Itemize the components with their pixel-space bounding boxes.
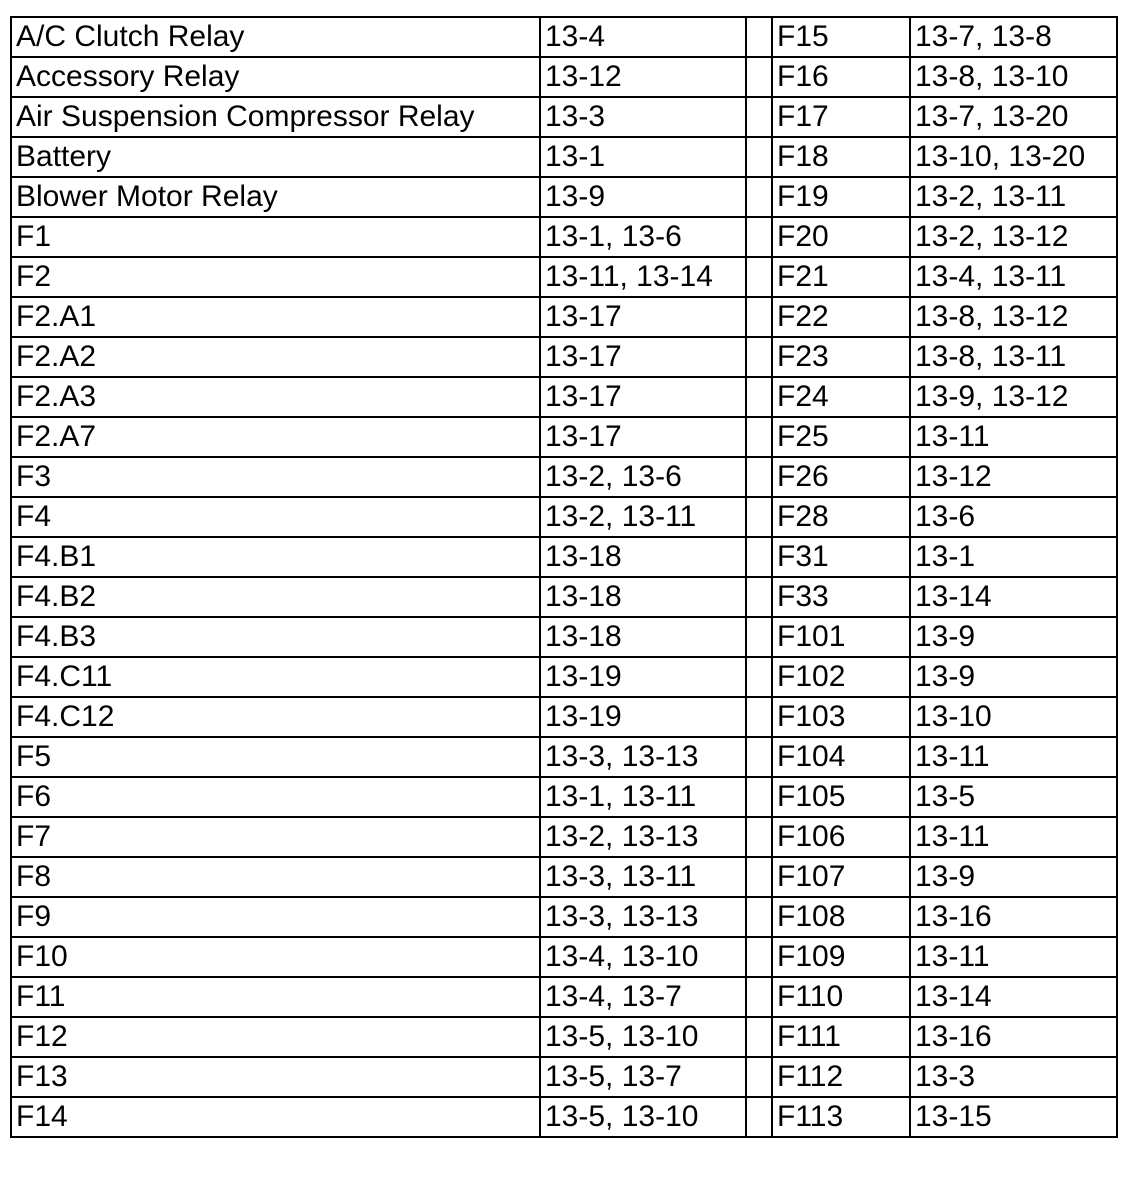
left-pages-cell: 13-5, 13-10 <box>540 1017 746 1057</box>
right-pages-cell: 13-8, 13-11 <box>910 337 1117 377</box>
column-gap-cell <box>746 977 772 1017</box>
right-component-cell: F103 <box>772 697 910 737</box>
left-pages-cell: 13-3, 13-11 <box>540 857 746 897</box>
left-pages-cell: 13-18 <box>540 617 746 657</box>
left-component-cell: F14 <box>11 1097 540 1137</box>
table-body <box>11 17 1117 1137</box>
right-pages-cell: 13-7, 13-20 <box>910 97 1117 137</box>
column-gap-cell <box>746 817 772 857</box>
left-pages-cell: 13-17 <box>540 377 746 417</box>
column-gap-cell <box>746 857 772 897</box>
left-component-cell: A/C Clutch Relay <box>11 17 540 57</box>
right-component-cell: F19 <box>772 177 910 217</box>
right-pages-cell: 13-11 <box>910 817 1117 857</box>
table-row <box>11 857 1117 897</box>
column-gap-cell <box>746 1097 772 1137</box>
right-pages-cell: 13-12 <box>910 457 1117 497</box>
right-pages-cell: 13-16 <box>910 897 1117 937</box>
column-gap-cell <box>746 1017 772 1057</box>
left-pages-cell: 13-1 <box>540 137 746 177</box>
right-pages-cell: 13-9, 13-12 <box>910 377 1117 417</box>
right-component-cell: F16 <box>772 57 910 97</box>
table-row <box>11 1017 1117 1057</box>
right-pages-cell: 13-3 <box>910 1057 1117 1097</box>
column-gap-cell <box>746 577 772 617</box>
column-gap-cell <box>746 737 772 777</box>
table-row <box>11 577 1117 617</box>
right-pages-cell: 13-15 <box>910 1097 1117 1137</box>
right-pages-cell: 13-16 <box>910 1017 1117 1057</box>
table-row <box>11 937 1117 977</box>
left-pages-cell: 13-5, 13-7 <box>540 1057 746 1097</box>
left-component-cell: F5 <box>11 737 540 777</box>
right-component-cell: F113 <box>772 1097 910 1137</box>
left-pages-cell: 13-17 <box>540 417 746 457</box>
column-gap-cell <box>746 537 772 577</box>
right-pages-cell: 13-9 <box>910 617 1117 657</box>
column-gap-cell <box>746 97 772 137</box>
table-row <box>11 57 1117 97</box>
table-row <box>11 1057 1117 1097</box>
left-pages-cell: 13-18 <box>540 577 746 617</box>
right-component-cell: F21 <box>772 257 910 297</box>
right-pages-cell: 13-11 <box>910 937 1117 977</box>
left-component-cell: F6 <box>11 777 540 817</box>
left-component-cell: F2 <box>11 257 540 297</box>
left-pages-cell: 13-4, 13-10 <box>540 937 746 977</box>
right-component-cell: F108 <box>772 897 910 937</box>
column-gap-cell <box>746 297 772 337</box>
right-component-cell: F106 <box>772 817 910 857</box>
left-component-cell: Accessory Relay <box>11 57 540 97</box>
right-pages-cell: 13-1 <box>910 537 1117 577</box>
right-component-cell: F109 <box>772 937 910 977</box>
table-row <box>11 137 1117 177</box>
right-component-cell: F111 <box>772 1017 910 1057</box>
left-component-cell: Air Suspension Compressor Relay <box>11 97 540 137</box>
column-gap-cell <box>746 937 772 977</box>
left-component-cell: Battery <box>11 137 540 177</box>
left-pages-cell: 13-1, 13-11 <box>540 777 746 817</box>
column-gap-cell <box>746 217 772 257</box>
left-component-cell: F9 <box>11 897 540 937</box>
column-gap-cell <box>746 617 772 657</box>
right-component-cell: F31 <box>772 537 910 577</box>
left-component-cell: F7 <box>11 817 540 857</box>
left-component-cell: F8 <box>11 857 540 897</box>
table-row <box>11 737 1117 777</box>
column-gap-cell <box>746 417 772 457</box>
table-row <box>11 297 1117 337</box>
left-pages-cell: 13-5, 13-10 <box>540 1097 746 1137</box>
table-row <box>11 697 1117 737</box>
left-component-cell: F12 <box>11 1017 540 1057</box>
table-row <box>11 177 1117 217</box>
left-component-cell: F2.A2 <box>11 337 540 377</box>
left-pages-cell: 13-2, 13-11 <box>540 497 746 537</box>
column-gap-cell <box>746 257 772 297</box>
table-row <box>11 977 1117 1017</box>
right-pages-cell: 13-8, 13-12 <box>910 297 1117 337</box>
table-row <box>11 417 1117 457</box>
right-pages-cell: 13-10, 13-20 <box>910 137 1117 177</box>
right-component-cell: F17 <box>772 97 910 137</box>
right-component-cell: F20 <box>772 217 910 257</box>
left-pages-cell: 13-2, 13-13 <box>540 817 746 857</box>
column-gap-cell <box>746 657 772 697</box>
right-component-cell: F112 <box>772 1057 910 1097</box>
right-component-cell: F28 <box>772 497 910 537</box>
right-component-cell: F15 <box>772 17 910 57</box>
right-component-cell: F23 <box>772 337 910 377</box>
right-pages-cell: 13-7, 13-8 <box>910 17 1117 57</box>
left-pages-cell: 13-11, 13-14 <box>540 257 746 297</box>
table-row <box>11 17 1117 57</box>
left-pages-cell: 13-2, 13-6 <box>540 457 746 497</box>
left-pages-cell: 13-19 <box>540 657 746 697</box>
right-pages-cell: 13-9 <box>910 657 1117 697</box>
table-row <box>11 1097 1117 1137</box>
right-component-cell: F25 <box>772 417 910 457</box>
column-gap-cell <box>746 457 772 497</box>
left-component-cell: F10 <box>11 937 540 977</box>
left-component-cell: F4.C12 <box>11 697 540 737</box>
table-row <box>11 337 1117 377</box>
right-pages-cell: 13-10 <box>910 697 1117 737</box>
column-gap-cell <box>746 1057 772 1097</box>
left-pages-cell: 13-3, 13-13 <box>540 737 746 777</box>
table-row <box>11 817 1117 857</box>
left-pages-cell: 13-4 <box>540 17 746 57</box>
right-pages-cell: 13-2, 13-12 <box>910 217 1117 257</box>
table-row <box>11 657 1117 697</box>
left-pages-cell: 13-9 <box>540 177 746 217</box>
right-pages-cell: 13-9 <box>910 857 1117 897</box>
table-row <box>11 777 1117 817</box>
left-pages-cell: 13-12 <box>540 57 746 97</box>
table-row <box>11 457 1117 497</box>
table-row <box>11 617 1117 657</box>
table-row <box>11 537 1117 577</box>
left-component-cell: F2.A7 <box>11 417 540 457</box>
right-pages-cell: 13-11 <box>910 737 1117 777</box>
column-gap-cell <box>746 17 772 57</box>
left-pages-cell: 13-17 <box>540 297 746 337</box>
column-gap-cell <box>746 337 772 377</box>
left-component-cell: F4.B3 <box>11 617 540 657</box>
right-component-cell: F104 <box>772 737 910 777</box>
left-component-cell: F4.B2 <box>11 577 540 617</box>
right-component-cell: F22 <box>772 297 910 337</box>
column-gap-cell <box>746 377 772 417</box>
right-pages-cell: 13-11 <box>910 417 1117 457</box>
left-component-cell: F2.A1 <box>11 297 540 337</box>
column-gap-cell <box>746 697 772 737</box>
left-pages-cell: 13-4, 13-7 <box>540 977 746 1017</box>
left-component-cell: F4.B1 <box>11 537 540 577</box>
table-row <box>11 97 1117 137</box>
column-gap-cell <box>746 777 772 817</box>
right-pages-cell: 13-14 <box>910 577 1117 617</box>
right-pages-cell: 13-14 <box>910 977 1117 1017</box>
left-pages-cell: 13-18 <box>540 537 746 577</box>
column-gap-cell <box>746 177 772 217</box>
column-gap-cell <box>746 497 772 537</box>
right-component-cell: F107 <box>772 857 910 897</box>
component-index <box>10 16 1116 1138</box>
right-pages-cell: 13-4, 13-11 <box>910 257 1117 297</box>
table-row <box>11 497 1117 537</box>
left-pages-cell: 13-17 <box>540 337 746 377</box>
right-component-cell: F33 <box>772 577 910 617</box>
left-pages-cell: 13-3 <box>540 97 746 137</box>
right-pages-cell: 13-2, 13-11 <box>910 177 1117 217</box>
left-component-cell: F1 <box>11 217 540 257</box>
table-row <box>11 377 1117 417</box>
right-pages-cell: 13-6 <box>910 497 1117 537</box>
right-component-cell: F105 <box>772 777 910 817</box>
component-page-table <box>10 16 1118 1138</box>
left-component-cell: F4 <box>11 497 540 537</box>
right-pages-cell: 13-8, 13-10 <box>910 57 1117 97</box>
right-component-cell: F26 <box>772 457 910 497</box>
column-gap-cell <box>746 137 772 177</box>
left-component-cell: F11 <box>11 977 540 1017</box>
left-component-cell: F13 <box>11 1057 540 1097</box>
right-pages-cell: 13-5 <box>910 777 1117 817</box>
column-gap-cell <box>746 57 772 97</box>
left-pages-cell: 13-1, 13-6 <box>540 217 746 257</box>
table-row <box>11 897 1117 937</box>
right-component-cell: F102 <box>772 657 910 697</box>
table-row <box>11 217 1117 257</box>
right-component-cell: F24 <box>772 377 910 417</box>
left-component-cell: F2.A3 <box>11 377 540 417</box>
right-component-cell: F110 <box>772 977 910 1017</box>
column-gap-cell <box>746 897 772 937</box>
right-component-cell: F18 <box>772 137 910 177</box>
left-pages-cell: 13-3, 13-13 <box>540 897 746 937</box>
left-component-cell: F4.C11 <box>11 657 540 697</box>
right-component-cell: F101 <box>772 617 910 657</box>
table-row <box>11 257 1117 297</box>
left-pages-cell: 13-19 <box>540 697 746 737</box>
left-component-cell: Blower Motor Relay <box>11 177 540 217</box>
left-component-cell: F3 <box>11 457 540 497</box>
